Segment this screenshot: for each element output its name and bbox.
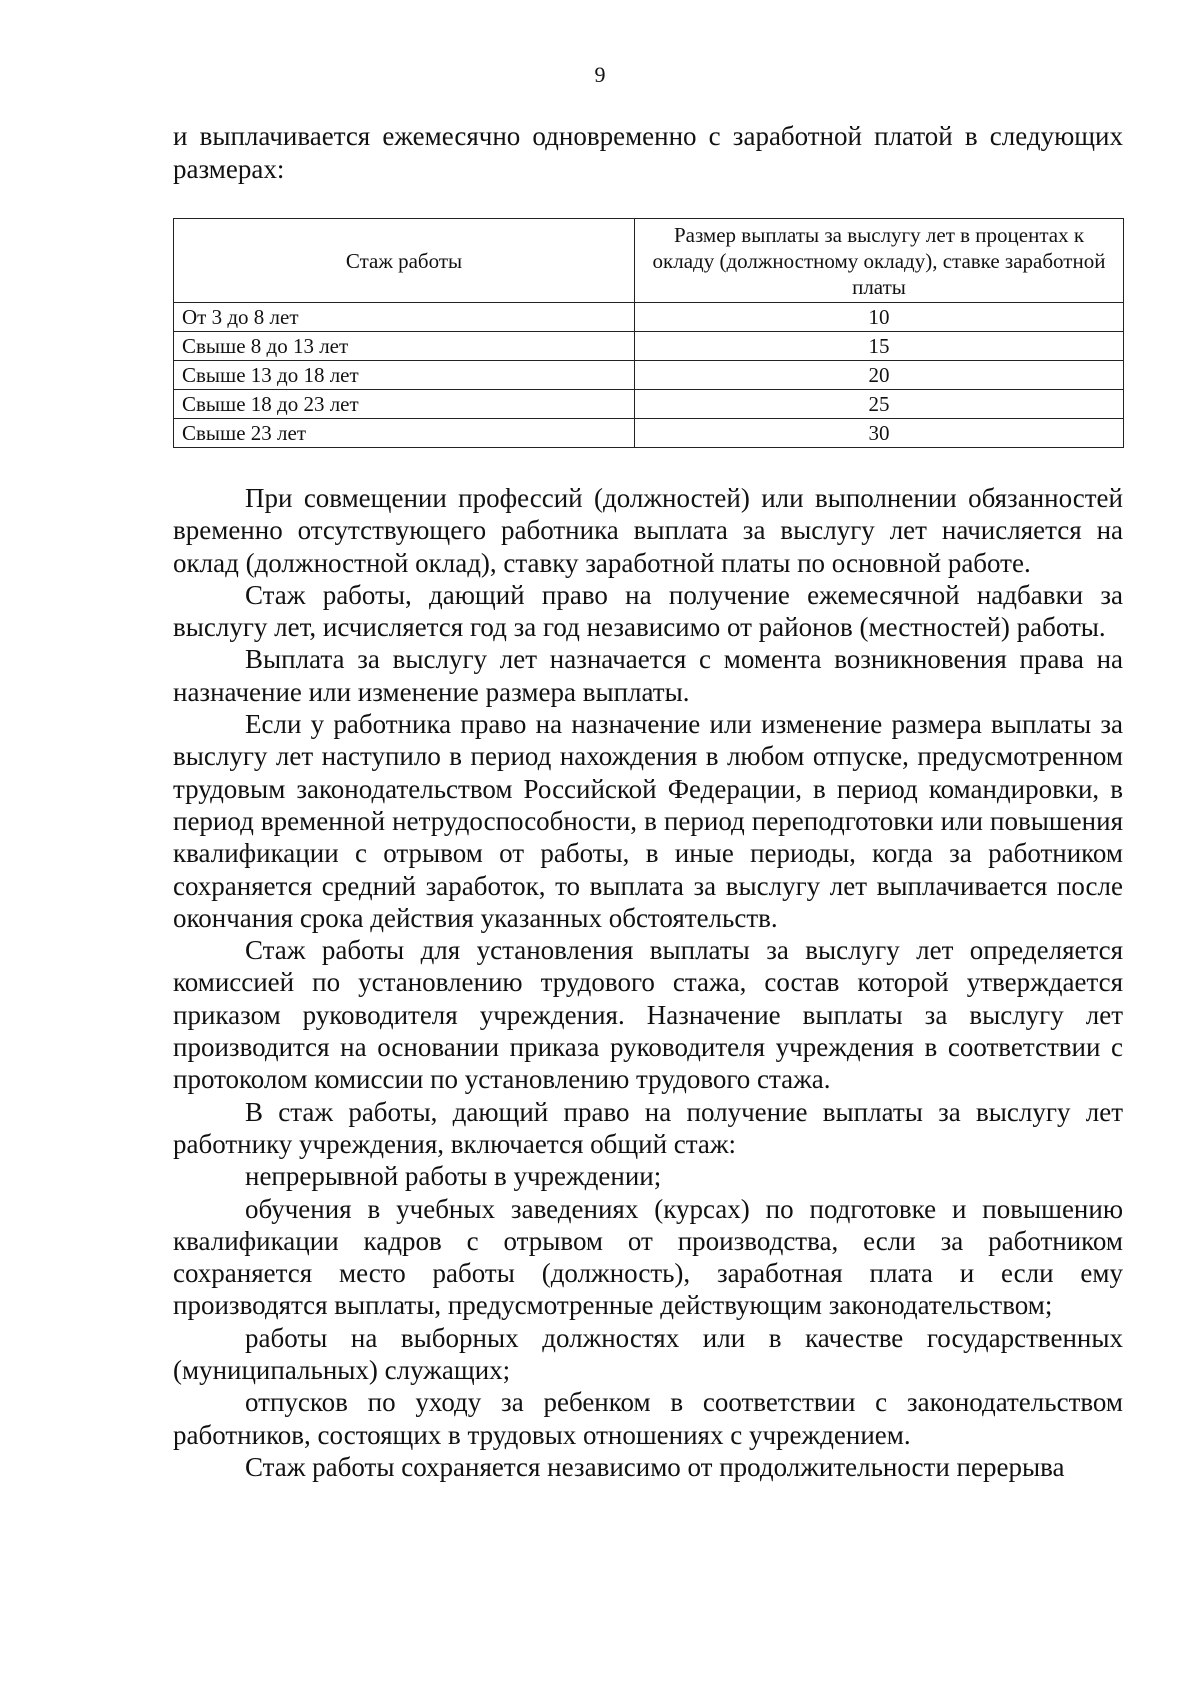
row-percent: 20 <box>635 361 1124 390</box>
paragraph-commission: Стаж работы для установления выплаты за выслугу лет определяется комиссией по установлению трудового стажа, состав которой утверждается приказом руководителя учреждения. Назначение выплаты за выслугу лет производится на основании приказа руководителя учреждения в соответствии с протоколом комиссии по установлению трудового стажа. <box>173 935 1123 1095</box>
table-row <box>174 390 1124 419</box>
list-item: работы на выборных должностях или в качестве государственных (муниципальных) служащих; <box>173 1322 1123 1386</box>
paragraph-seniority-calculation: Стаж работы, дающий право на получение ежемесячной надбавки за выслугу лет, исчисляется год за год независимо от районов (местностей) работы. <box>173 579 1123 643</box>
row-percent: 30 <box>635 419 1124 448</box>
header-seniority: Стаж работы <box>174 219 635 303</box>
paragraph-payment-start: Выплата за выслугу лет назначается с момента возникновения права на назначение или изменение размера выплаты. <box>173 644 1123 707</box>
row-period: От 3 до 8 лет <box>174 303 635 332</box>
paragraph-combining-positions: При совмещении профессий (должностей) или выполнении обязанностей временно отсутствующего работника выплата за выслугу лет начисляется на оклад (должностной оклад), ставку заработной платы по основной работе. <box>173 483 1123 578</box>
page-number: 9 <box>594 62 606 87</box>
table-row <box>174 332 1124 361</box>
row-period: Свыше 13 до 18 лет <box>174 361 635 390</box>
body-text <box>173 482 1123 1483</box>
list-item: непрерывной работы в учреждении; <box>245 1161 662 1192</box>
list-item: обучения в учебных заведениях (курсах) по подготовке и повышению квалификации кадров с отрывом от производства, если за работником сохраняется место работы (должность), заработная плата и если ему производятся выплаты, предусмотренные действующим законодательством; <box>173 1193 1123 1321</box>
row-period: Свыше 18 до 23 лет <box>174 390 635 419</box>
row-period: Свыше 23 лет <box>174 419 635 448</box>
row-percent: 10 <box>635 303 1124 332</box>
paragraph-right-during-leave: Если у работника право на назначение или изменение размера выплаты за выслугу лет наступило в период нахождения в любом отпуске, предусмотренном трудовым законодательством Российской Федерации, в период командировки, в период временной нетрудоспособности, в период переподготовки или повышения квалификации с отрывом от работы, в иные периоды, когда за работником сохраняется средний заработок, то выплата за выслугу лет выплачивается после окончания срока действия указанных обстоятельств. <box>173 709 1123 933</box>
row-percent: 15 <box>635 332 1124 361</box>
row-percent: 25 <box>635 390 1124 419</box>
table-row <box>174 419 1124 448</box>
list-item: отпусков по уходу за ребенком в соответствии с законодательством работников, состоящих в трудовых отношениях с учреждением. <box>173 1387 1123 1450</box>
table-row <box>174 303 1124 332</box>
intro-paragraph: и выплачивается ежемесячно одновременно с заработной платой в следующих размерах: <box>173 121 1123 184</box>
paragraph-included-service: В стаж работы, дающий право на получение выплаты за выслугу лет работнику учреждения, включается общий стаж: <box>173 1096 1123 1159</box>
table-row <box>174 361 1124 390</box>
header-payment-percent: Размер выплаты за выслугу лет в процентах к окладу (должностному окладу), ставке заработной платы <box>635 219 1124 303</box>
table-header-row <box>174 219 1124 303</box>
paragraph-service-preserved: Стаж работы сохраняется независимо от продолжительности перерыва <box>245 1451 1065 1482</box>
seniority-pay-table <box>173 218 1124 448</box>
row-period: Свыше 8 до 13 лет <box>174 332 635 361</box>
